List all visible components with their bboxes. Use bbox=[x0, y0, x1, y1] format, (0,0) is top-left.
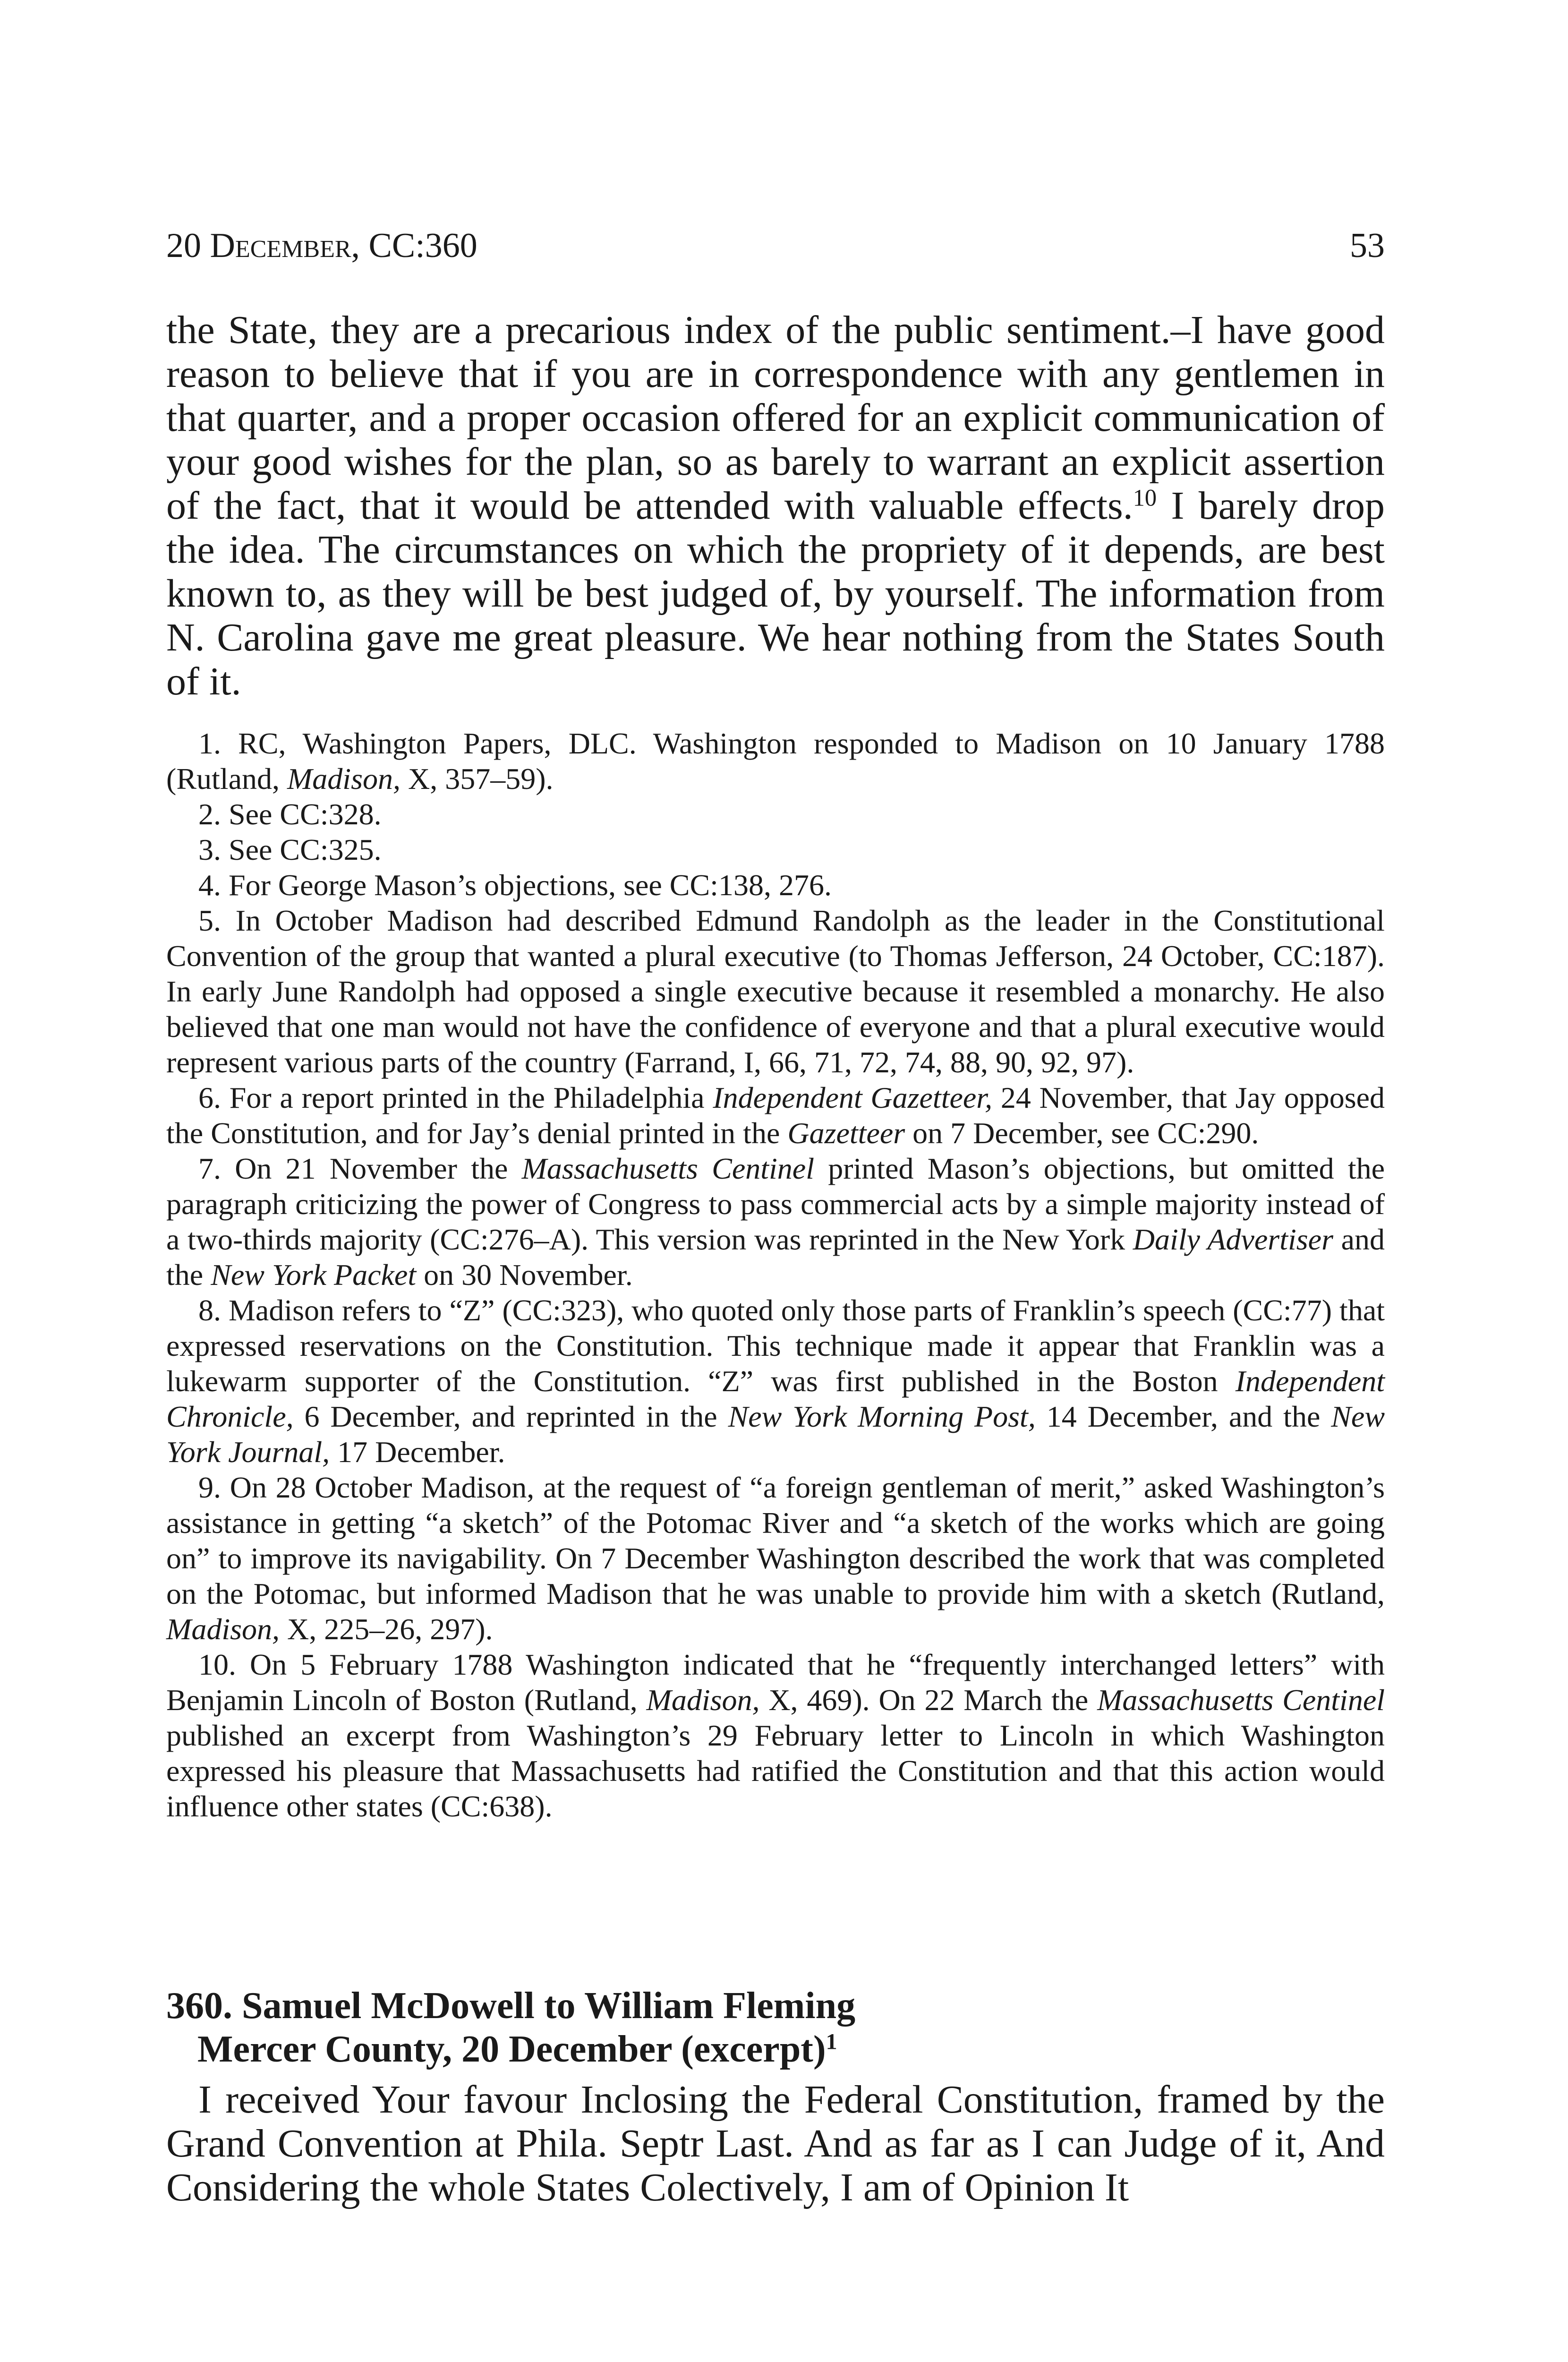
footnote: 4. For George Mason’s objections, see CC:138, 276. bbox=[198, 868, 832, 902]
footnote: 9. On 28 October Madison, at the request of “a foreign gentleman of merit,” asked Washington’s assistance in getting “a sketch” of the Potomac River and “a sketch of the works which are going on” to improve its navigability. On 7 December Washington described the work that was completed on the Potomac, but informed Madison that he was unable to provide him with a sketch (Rutland, Madison, X, 225–26, 297). bbox=[166, 1471, 1385, 1646]
document-heading bbox=[166, 1984, 1385, 2071]
footnote: 3. See CC:325. bbox=[198, 833, 382, 866]
running-head-left: 20 December, CC:360 bbox=[166, 226, 477, 265]
running-head bbox=[166, 225, 1385, 266]
footnote: 5. In October Madison had described Edmund Randolph as the leader in the Constitutional Convention of the group that wanted a plural executive (to Thomas Jefferson, 24 October, CC:187). In early June Randolph had opposed a single executive because it resembled a monarchy. He also believed that one man would not have the confidence of everyone and that a plural executive would represent various parts of the country (Farrand, I, 66, 71, 72, 74, 88, 90, 92, 97). bbox=[166, 904, 1385, 1079]
document-heading-subtitle: Mercer County, 20 December (excerpt)$^1$ bbox=[197, 2028, 837, 2070]
footnote: 2. See CC:328. bbox=[198, 797, 382, 831]
document-heading-title: 360. Samuel McDowell to William Fleming bbox=[166, 1985, 856, 2027]
footnote: 8. Madison refers to “Z” (CC:323), who quoted only those parts of Franklin’s speech (CC:77) that expressed reservations on the Constitution. This technique made it appear that Franklin was a lukewarm supporter of the Constitution. “Z” was first published in the Boston Independent Chronicle, 6 December, and reprinted in the New York Morning Post, 14 December, and the New York Journal, 17 December. bbox=[166, 1293, 1385, 1469]
header-date: 20 December bbox=[166, 226, 351, 265]
footnote: 7. On 21 November the Massachusetts Centinel printed Mason’s objections, but omitted the paragraph criticizing the power of Congress to pass commercial acts by a simple majority instead of a two-thirds majority (CC:276–A). This version was reprinted in the New York Daily Advertiser and the New York Packet on 30 November. bbox=[166, 1152, 1385, 1292]
page-number: 53 bbox=[1350, 226, 1385, 265]
footnote-marker: 1 bbox=[826, 2029, 837, 2054]
letter-body-paragraph bbox=[166, 308, 1385, 703]
body-text-part-1: the State, they are a precarious index of the public sentiment.–I have good reason to believe that if you are in correspondence with any gentlemen in that quarter, and a proper occasion offered for an explicit communication of your good wishes for the plan, so as barely to warrant an explicit assertion of the fact, that it would be attended with valuable effects. bbox=[166, 308, 1385, 528]
footnote: 10. On 5 February 1788 Washington indicated that he “frequently interchanged letters” with Benjamin Lincoln of Boston (Rutland, Madison, X, 469). On 22 March the Massachusetts Centinel published an excerpt from Washington’s 29 February letter to Lincoln in which Washington expressed his pleasure that Massachusetts had ratified the Constitution and that this action would influence other states (CC:638). bbox=[166, 1648, 1385, 1823]
footnotes-list bbox=[166, 726, 1385, 1824]
footnote-marker: 10 bbox=[1133, 484, 1157, 511]
footnote: 6. For a report printed in the Philadelphia Independent Gazetteer, 24 November, that Jay opposed the Constitution, and for Jay’s denial printed in the Gazetteer on 7 December, see CC:290. bbox=[166, 1081, 1385, 1150]
footnote: 1. RC, Washington Papers, DLC. Washington responded to Madison on 10 January 1788 (Rutland, Madison, X, 357–59). bbox=[166, 727, 1385, 796]
header-ref: CC:360 bbox=[368, 226, 477, 265]
document-body-paragraph: I received Your favour Inclosing the Federal Constitution, framed by the Grand Convention at Phila. Septr Last. And as far as I can Judge of it, And Considering the whole States Colectively, I am of Opinion It bbox=[166, 2078, 1385, 2209]
body-text-part-2: I barely drop the idea. The circumstances on which the propriety of it depends, are best known to, as they will be best judged of, by yourself. The information from N. Carolina gave me great pleasure. We hear nothing from the States South of it. bbox=[166, 484, 1385, 703]
